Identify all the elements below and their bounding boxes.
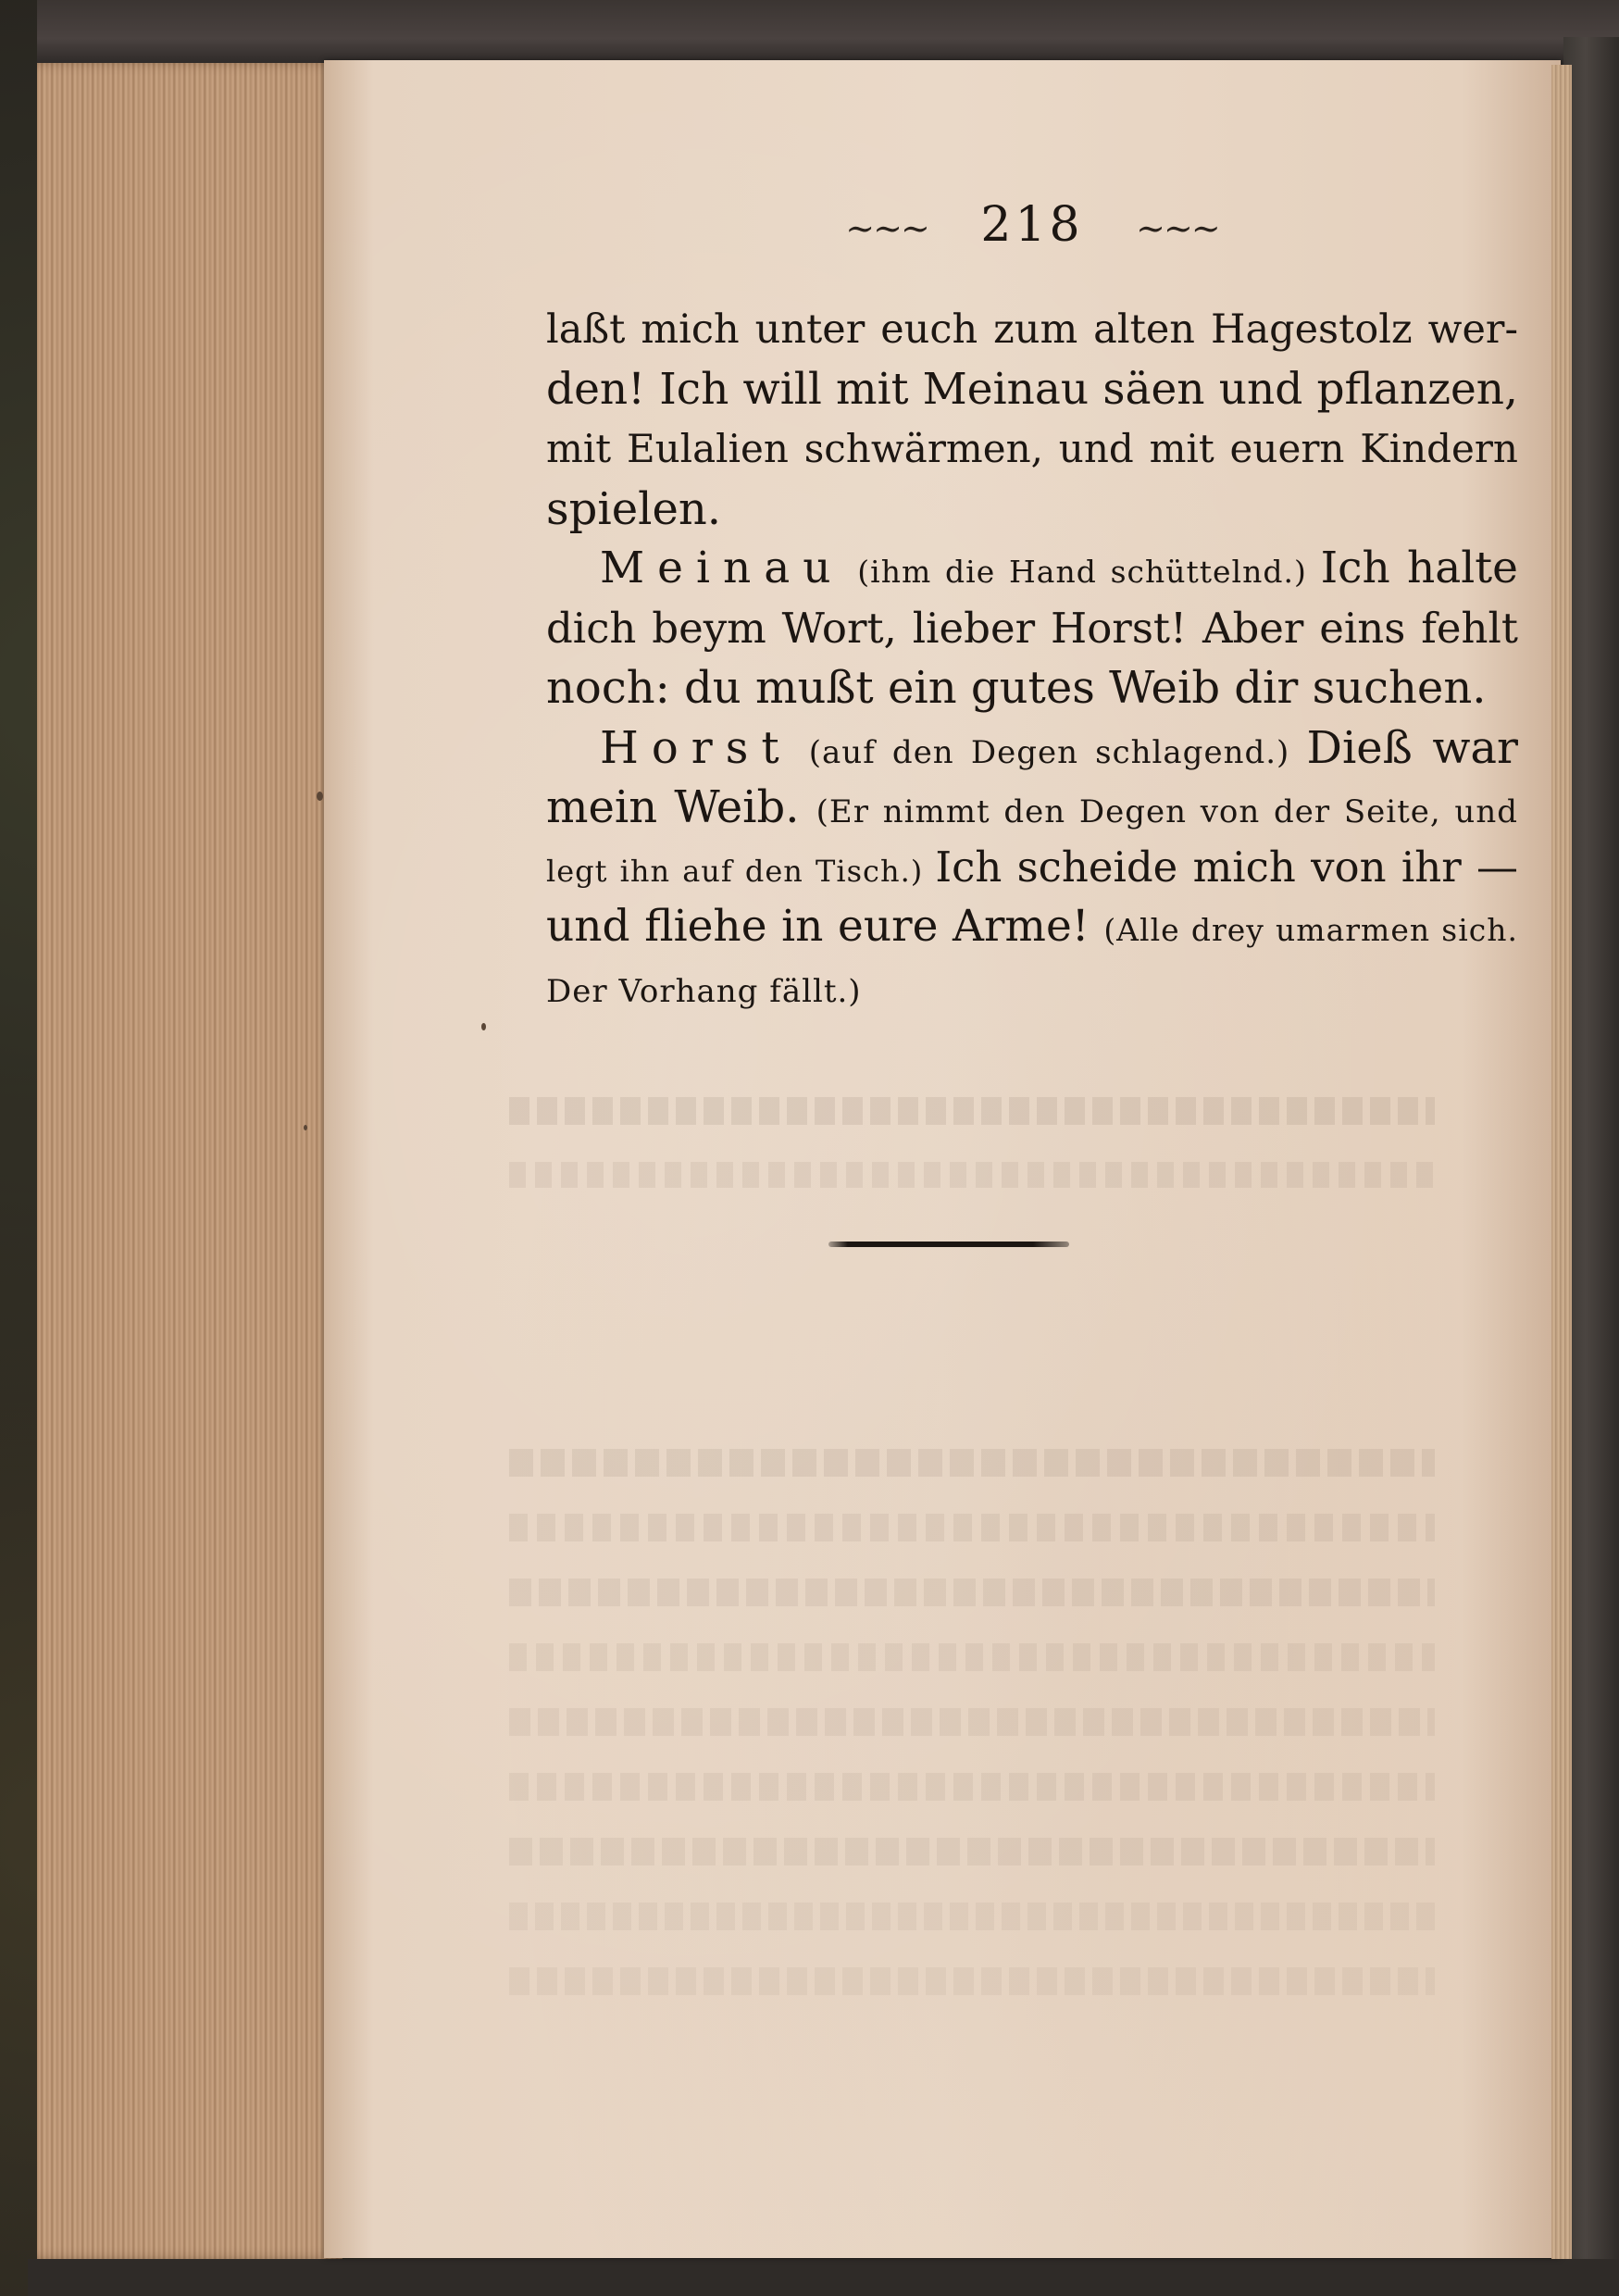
- header-ornament-right: ~~~: [1136, 207, 1219, 249]
- text-line: [600, 721, 1518, 780]
- bleed-through: [509, 1773, 1435, 1801]
- line-text: dich beym Wort, lieber Horst! Aber eins fehlt: [546, 603, 1518, 653]
- text-line: [546, 661, 1518, 715]
- line-text: laßt mich unter euch zum alten Hagestolz wer-: [546, 306, 1518, 353]
- speaker-name: Horst: [600, 721, 792, 774]
- page-edges-left: [37, 63, 342, 2259]
- binding-bottom: [28, 2259, 1619, 2296]
- binding-right: [1563, 37, 1619, 2296]
- stage-direction: Der Vorhang fällt.): [546, 972, 862, 1010]
- stage-direction: (Alle drey umarmen sich.: [1103, 912, 1518, 948]
- paper-speck: [304, 1125, 307, 1130]
- header-ornament-left: ~~~: [845, 207, 928, 249]
- bleed-through: [509, 1708, 1435, 1736]
- bleed-through: [509, 1449, 1435, 1477]
- section-end-rule: [828, 1242, 1069, 1247]
- paper-speck: [317, 792, 323, 801]
- speaker-name: Meinau: [600, 543, 844, 593]
- page-header: [546, 197, 1518, 253]
- text-line: [546, 422, 1518, 476]
- book-page: [324, 60, 1561, 2258]
- bleed-through: [509, 1903, 1435, 1930]
- bleed-through: [509, 1097, 1435, 1125]
- line-text: spielen.: [546, 482, 722, 535]
- paper-speck: [481, 1023, 486, 1030]
- page-number: 218: [980, 197, 1084, 253]
- bleed-through: [509, 1514, 1435, 1541]
- bleed-through: [509, 1162, 1435, 1188]
- bleed-through: [509, 1967, 1435, 1995]
- text-line: [546, 602, 1518, 655]
- text-line: [546, 303, 1518, 356]
- line-text: Ich scheide mich von ihr —: [935, 842, 1518, 892]
- line-text: und fliehe in eure Arme!: [546, 901, 1104, 952]
- line-text: Dieß war: [1306, 721, 1518, 774]
- text-line: [546, 482, 1518, 536]
- stage-direction: (auf den Degen schlagend.): [791, 733, 1307, 771]
- text-line: [546, 960, 1518, 1018]
- text-line: [546, 841, 1518, 898]
- stage-direction: (Er nimmt den Degen von der Seite, und: [816, 793, 1518, 830]
- binding-top: [37, 0, 1619, 65]
- text-line: [546, 900, 1518, 957]
- line-text: mein Weib.: [546, 781, 816, 833]
- text-line: [600, 542, 1518, 599]
- text-line: [546, 363, 1518, 417]
- line-text: noch: du mußt ein gutes Weib dir suchen.: [546, 662, 1487, 714]
- stage-direction: (ihm die Hand schüttelnd.): [843, 554, 1321, 590]
- line-text: Ich halte: [1320, 543, 1518, 593]
- line-text: den! Ich will mit Meinau säen und pflanzen,: [546, 363, 1518, 415]
- bleed-through: [509, 1838, 1435, 1866]
- bleed-through: [509, 1643, 1435, 1671]
- stage-direction: legt ihn auf den Tisch.): [546, 853, 936, 889]
- line-text: mit Eulalien schwärmen, und mit euern Kindern: [546, 426, 1518, 471]
- bleed-through: [509, 1578, 1435, 1606]
- page-edges-right: [1551, 65, 1572, 2259]
- text-line: [546, 780, 1518, 839]
